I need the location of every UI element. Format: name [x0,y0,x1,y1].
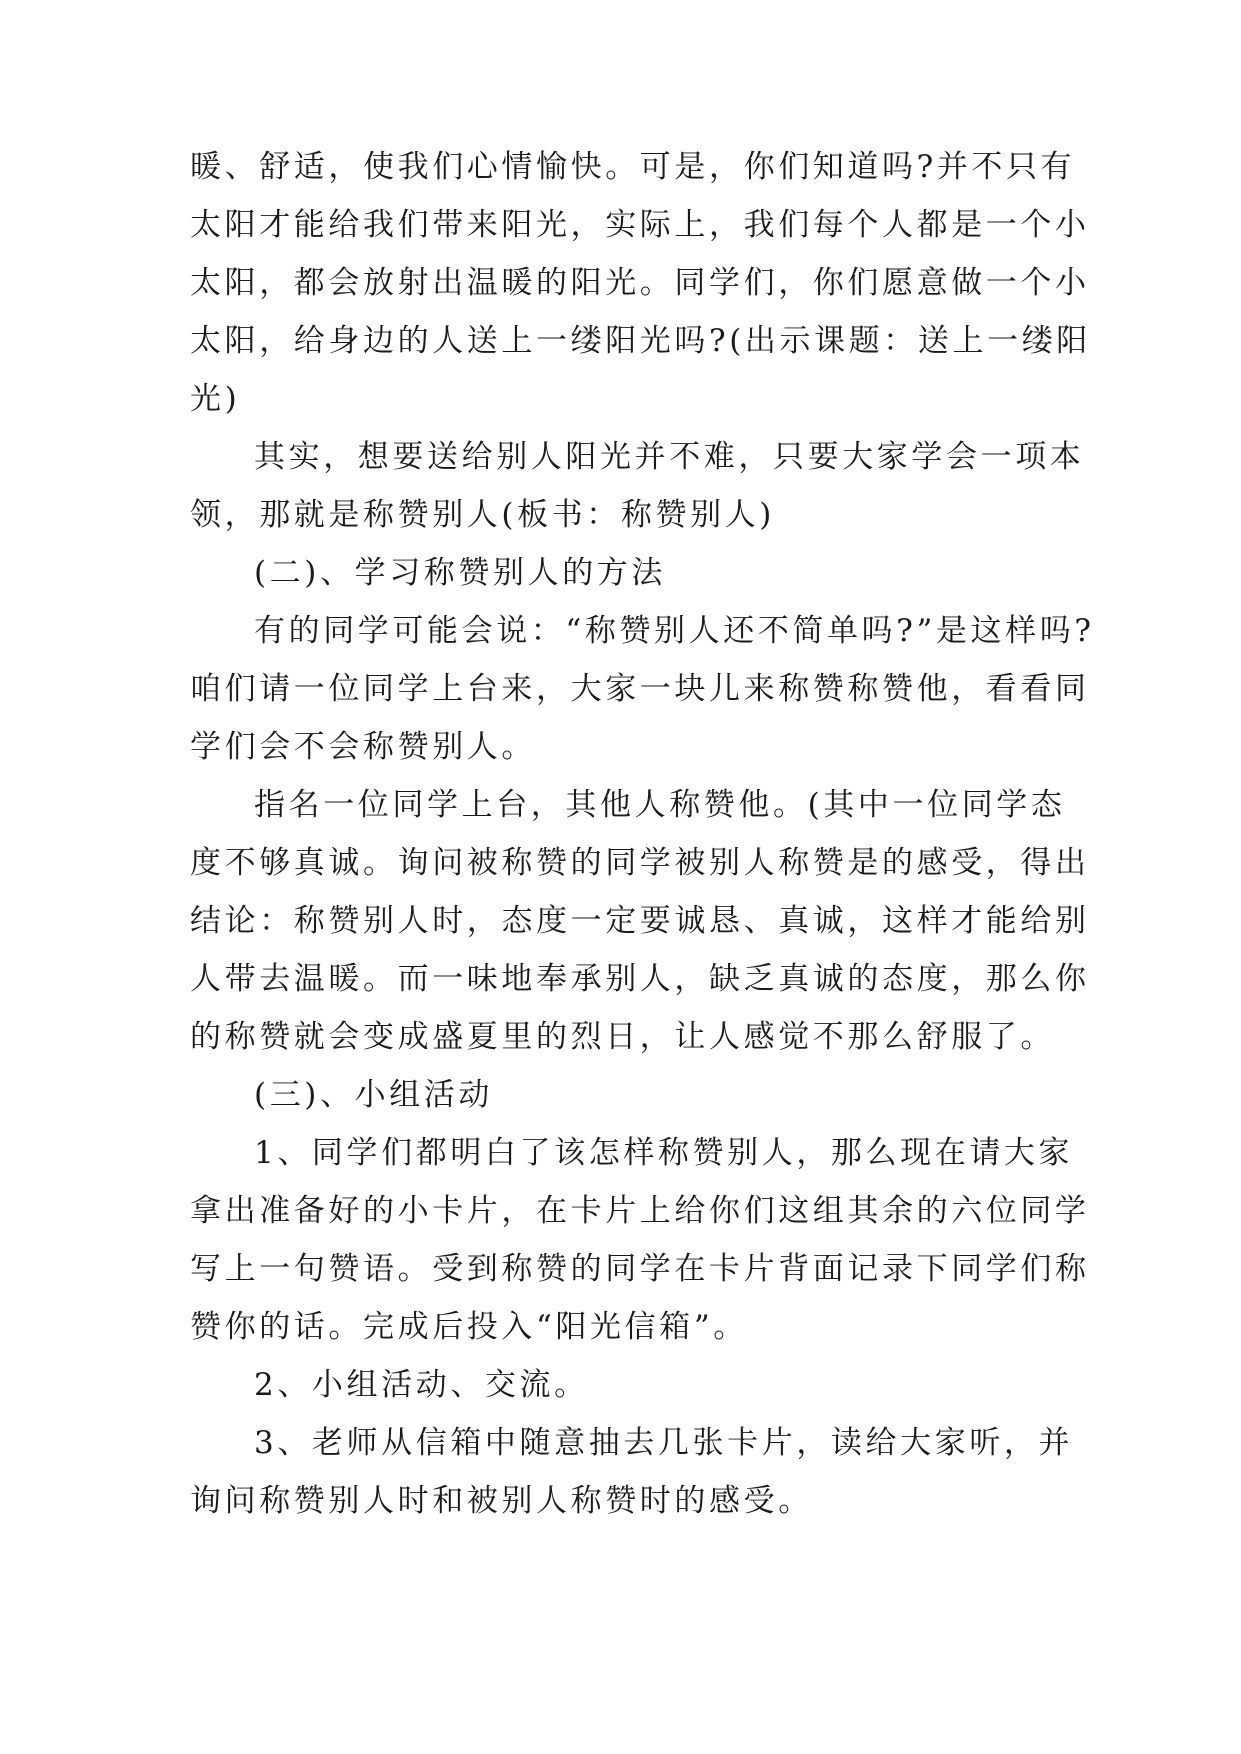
text-line: 度不够真诚。询问被称赞的同学被别人称赞是的感受，得出 [190,845,1090,881]
section-heading: (二)、学习称赞别人的方法 [254,555,666,591]
text-line: 赞你的话。完成后投入“阳光信箱”。 [190,1309,748,1345]
text-line: 咱们请一位同学上台来，大家一块儿来称赞称赞他，看看同 [190,671,1090,707]
text-line: 学们会不会称赞别人。 [190,729,536,765]
text-line: 领，那就是称赞别人(板书：称赞别人) [190,497,775,533]
text-line: 1、同学们都明白了该怎样称赞别人，那么现在请大家 [254,1135,1074,1171]
text-line: 的称赞就会变成盛夏里的烈日，让人感觉不那么舒服了。 [190,1019,1055,1055]
text-line: 询问称赞别人时和被别人称赞时的感受。 [190,1483,813,1519]
text-line: 太阳，都会放射出温暖的阳光。同学们，你们愿意做一个小 [190,265,1090,301]
text-line: 有的同学可能会说：“称赞别人还不简单吗?”是这样吗? [254,613,1095,649]
text-line: 暖、舒适，使我们心情愉快。可是，你们知道吗?并不只有 [190,149,1076,185]
text-line: 太阳，给身边的人送上一缕阳光吗?(出示课题：送上一缕阳 [190,323,1091,359]
text-line: 3、老师从信箱中随意抽去几张卡片，读给大家听，并 [254,1425,1074,1461]
text-line: 指名一位同学上台，其他人称赞他。(其中一位同学态 [254,787,1066,823]
text-line: 拿出准备好的小卡片，在卡片上给你们这组其余的六位同学 [190,1193,1090,1229]
text-line: 写上一句赞语。受到称赞的同学在卡片背面记录下同学们称 [190,1251,1090,1287]
section-heading: (三)、小组活动 [254,1077,493,1113]
text-line: 人带去温暖。而一味地奉承别人，缺乏真诚的态度，那么你 [190,961,1090,997]
text-line: 2、小组活动、交流。 [254,1367,589,1403]
text-line: 结论：称赞别人时，态度一定要诚恳、真诚，这样才能给别 [190,903,1090,939]
text-line: 光) [190,381,241,417]
text-line: 其实，想要送给别人阳光并不难，只要大家学会一项本 [254,439,1085,475]
text-line: 太阳才能给我们带来阳光，实际上，我们每个人都是一个小 [190,207,1090,243]
